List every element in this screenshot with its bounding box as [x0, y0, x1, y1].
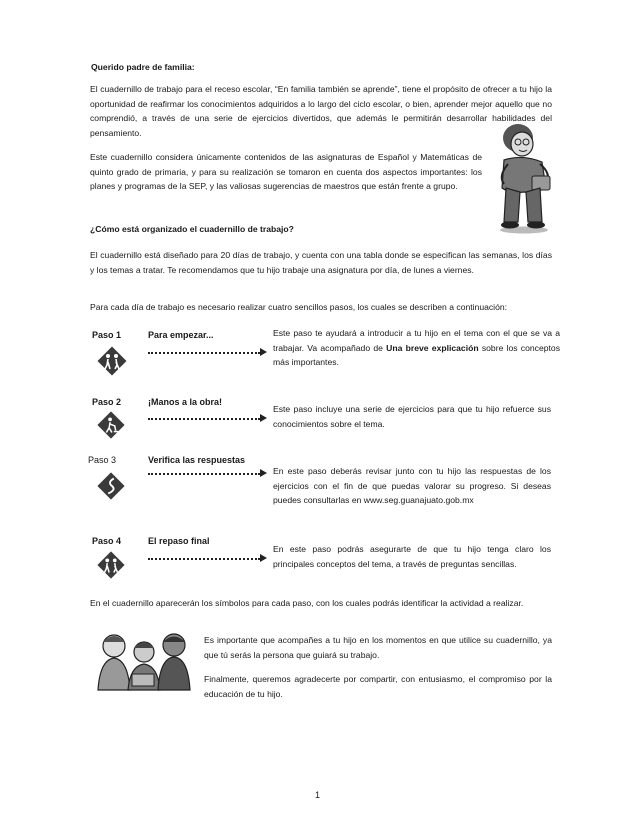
- step-1: [90, 328, 560, 388]
- closing-paragraph-1: Es importante que acompañes a tu hijo en los momentos en que utilice su cuadernillo, ya que tú serás la persona que guiará su trabajo.: [204, 635, 552, 660]
- closing-paragraph-2: Finalmente, queremos agradecerte por compartir, con entusiasmo, el compromiso por la educación de tu hijo.: [204, 674, 552, 699]
- step-2: [90, 395, 560, 440]
- grandmother-illustration: [488, 118, 560, 234]
- step-label: Paso 4: [92, 536, 122, 546]
- steps-intro: Para cada día de trabajo es necesario realizar cuatro sencillos pasos, los cuales se describen a continuación:: [90, 302, 508, 312]
- step-label: Paso 3: [88, 455, 117, 465]
- children-illustration: [92, 630, 196, 692]
- step-title: Verifica las respuestas: [148, 455, 246, 465]
- step-title: Para empezar...: [148, 330, 214, 340]
- step-3: [90, 455, 560, 515]
- step-title: El repaso final: [148, 536, 210, 546]
- step-description: En este paso podrás asegurarte de que tu hijo tenga claro los principales conceptos del tema, a través de preguntas sencillas.: [273, 544, 551, 569]
- section-heading: ¿Cómo está organizado el cuadernillo de trabajo?: [90, 224, 294, 234]
- step-label: Paso 1: [92, 330, 122, 340]
- step-description: Este paso te ayudará a introducir a tu hijo en el tema con el que se va a trabajar. Va acompañado de Una breve explicación sobre los conceptos más importantes.: [273, 328, 560, 368]
- children-crossing-icon: [96, 345, 128, 377]
- organization-paragraph: El cuadernillo está diseñado para 20 días de trabajo, y cuenta con una tabla donde se especifican las semanas, los días y los temas a tratar. Te recomendamos que tu hijo trabaje una asignatura por día, de lunes a viernes.: [90, 250, 552, 275]
- greeting: Querido padre de familia:: [91, 62, 195, 72]
- step-label: Paso 2: [92, 397, 122, 407]
- winding-road-icon: [96, 471, 126, 501]
- page-number: 1: [315, 790, 321, 800]
- step-description: En este paso deberás revisar junto con tu hijo las respuestas de los ejercicios con el fin de que puedas valorar su progreso. Si deseas puedes consultarlas en www.seg.guanajuato.gob.mx: [273, 466, 551, 506]
- content-paragraph: Este cuadernillo considera únicamente contenidos de las asignaturas de Español y Matemáticas de quinto grado de primaria, y para su realización se tomaron en cuenta dos aspectos importantes: los planes y programas de la SEP, y las valiosas sugerencias de maestros que están frente a grupo.: [90, 152, 482, 192]
- step-description: Este paso incluye una serie de ejercicios para que tu hijo refuerce sus conocimientos sobre el tema.: [273, 404, 551, 429]
- intro-paragraph: El cuadernillo de trabajo para el receso escolar, “En familia también se aprende”, tiene el propósito de ofrecer a tu hijo la oportunidad de reafirmar los conocimientos adquiridos a lo largo del ciclo escolar, o bien, aprender mejor aquello que no comprendió, a través de una serie de ejercicios divertidos, que además le permitirán desarrollar habilidades del pensamiento.: [90, 84, 552, 138]
- step-title: ¡Manos a la obra!: [148, 397, 223, 407]
- symbols-paragraph: En el cuadernillo aparecerán los símbolos para cada paso, con los cuales podrás identificar la actividad a realizar.: [90, 598, 524, 608]
- children-crossing-icon: [96, 550, 126, 580]
- road-work-icon: [96, 410, 126, 440]
- step-4: [90, 534, 560, 584]
